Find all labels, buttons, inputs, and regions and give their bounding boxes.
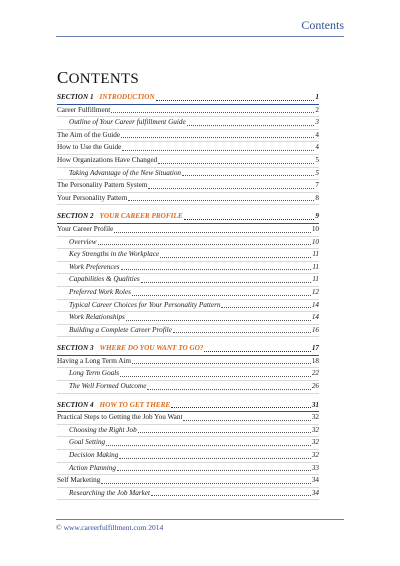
- toc-entry-label: How Organizations Have Changed: [57, 155, 158, 164]
- page-title-rest: ONTENTS: [68, 71, 140, 87]
- toc-entry-page: 8: [315, 193, 319, 202]
- toc-leader-dots: [204, 343, 310, 352]
- toc-leader-dots: [121, 261, 312, 270]
- toc-entry-label: Self Marketing: [57, 476, 101, 485]
- toc-entry-page: 5: [315, 168, 319, 177]
- toc-entry[interactable]: [57, 475, 319, 488]
- toc-entry-page: 4: [315, 143, 319, 152]
- toc-entry-label: The Well Formed Outcome: [69, 382, 147, 391]
- toc-entry-page: 22: [311, 369, 319, 378]
- toc-entry-page: 14: [311, 300, 319, 309]
- toc-entry-label: Outline of Your Career fulfillment Guide: [69, 118, 186, 127]
- toc-section-name: INTRODUCTION: [99, 93, 155, 101]
- toc-entry[interactable]: [57, 180, 319, 193]
- toc-entry-label: Choosing the Right Job: [69, 425, 137, 434]
- toc-section-page: 17: [311, 344, 319, 353]
- toc-entry-label: The Aim of the Guide: [57, 130, 121, 139]
- toc-leader-dots: [106, 437, 311, 446]
- toc-entry-page: 11: [312, 262, 319, 271]
- toc-leader-dots: [121, 129, 314, 138]
- toc-entry-label: Long Term Goals: [69, 369, 120, 378]
- toc-entry-page: 32: [311, 425, 319, 434]
- running-header: [56, 18, 344, 37]
- toc-entry-label: Typical Career Choices for Your Personality Pattern: [69, 300, 221, 309]
- toc-leader-dots: [132, 355, 311, 364]
- toc-entry-label: Career Fulfillment: [57, 105, 111, 114]
- toc-section-label: [57, 92, 155, 104]
- toc-subentry[interactable]: [57, 488, 319, 501]
- toc-leader-dots: [138, 424, 311, 433]
- toc-leader-dots: [98, 236, 311, 245]
- toc-leader-dots: [120, 368, 311, 377]
- toc-entry-label: Key Strengths in the Workplace: [69, 250, 160, 259]
- toc-entry-label: Work Preferences: [69, 262, 120, 271]
- toc-entry-page: 2: [315, 105, 319, 114]
- toc-section-label: [57, 400, 170, 412]
- toc-entry-label: Action Planning: [69, 463, 116, 472]
- toc-leader-dots: [119, 450, 311, 459]
- toc-section-number: SECTION 3: [57, 344, 94, 353]
- toc-entry-page: 33: [311, 463, 319, 472]
- toc-entry[interactable]: [57, 142, 319, 155]
- toc-subentry[interactable]: [57, 287, 319, 300]
- toc-entry-page: 3: [315, 118, 319, 127]
- toc-entry[interactable]: [57, 155, 319, 168]
- toc-entry-page: 18: [311, 356, 319, 365]
- toc-entry-label: Researching the Job Market: [69, 488, 150, 497]
- toc-leader-dots: [156, 92, 315, 101]
- toc-entry-page: 12: [311, 287, 319, 296]
- toc-leader-dots: [158, 155, 314, 164]
- toc-section-name: YOUR CAREER PROFILE: [99, 212, 183, 221]
- toc-entry-page: 32: [311, 451, 319, 460]
- toc-leader-dots: [183, 412, 310, 421]
- toc-entry-label: Decision Making: [69, 451, 119, 460]
- footer-copyright: © www.careerfulfillment.com 2014: [56, 523, 164, 532]
- toc-subentry[interactable]: [57, 237, 319, 250]
- toc-entry-page: 14: [311, 313, 319, 322]
- toc-leader-dots: [171, 399, 311, 408]
- toc-entry[interactable]: [57, 193, 319, 206]
- toc-section-number: SECTION 2: [57, 212, 94, 221]
- toc-subentry[interactable]: [57, 168, 319, 181]
- toc-subentry[interactable]: [57, 312, 319, 325]
- toc-entry-page: 7: [315, 181, 319, 190]
- toc-leader-dots: [173, 324, 311, 333]
- toc-section-number: SECTION 1: [57, 93, 94, 101]
- toc-entry-label: Practical Steps to Getting the Job You Want: [57, 413, 183, 422]
- toc-entry-page: 26: [311, 382, 319, 391]
- toc-entry-label: Preferred Work Roles: [69, 287, 131, 296]
- toc-subentry[interactable]: [57, 300, 319, 313]
- toc-section-name: HOW TO GET THERE: [99, 400, 171, 409]
- toc-entry-page: 32: [311, 438, 319, 447]
- toc-section-name: WHERE DO YOU WANT TO GO?: [99, 344, 204, 353]
- page-footer: [56, 519, 344, 532]
- toc-subentry[interactable]: [57, 274, 319, 287]
- toc-entry[interactable]: [57, 130, 319, 143]
- toc-entry-label: Your Personality Pattern: [57, 193, 128, 202]
- toc-leader-dots: [117, 462, 311, 471]
- toc-section-page: 1: [315, 93, 319, 101]
- toc-leader-dots: [221, 299, 310, 308]
- toc-section-page: 9: [315, 212, 319, 221]
- toc-entry-page: 5: [315, 155, 319, 164]
- toc-entry-label: How to Use the Guide: [57, 143, 122, 152]
- toc-leader-dots: [101, 475, 310, 484]
- toc-subentry[interactable]: [57, 381, 319, 394]
- toc-subentry[interactable]: [57, 437, 319, 450]
- toc-leader-dots: [148, 180, 314, 189]
- toc-section-heading[interactable]: [57, 92, 319, 105]
- toc-leader-dots: [114, 224, 310, 233]
- toc-entry-label: Capabilities & Qualities: [69, 275, 140, 284]
- toc-leader-dots: [128, 192, 314, 201]
- toc-entry-label: Overview: [69, 237, 97, 246]
- toc-entry-label: Having a Long Term Aim: [57, 356, 132, 365]
- toc-leader-dots: [141, 274, 312, 283]
- table-of-contents: [57, 92, 319, 500]
- toc-leader-dots: [126, 312, 311, 321]
- toc-entry-page: 10: [311, 237, 319, 246]
- toc-subentry[interactable]: [57, 425, 319, 438]
- toc-subentry[interactable]: [57, 262, 319, 275]
- toc-entry[interactable]: [57, 105, 319, 118]
- toc-leader-dots: [147, 381, 310, 390]
- toc-subentry[interactable]: [57, 368, 319, 381]
- header-title: Contents: [301, 18, 344, 32]
- toc-entry-page: 34: [311, 476, 319, 485]
- toc-entry-label: Work Relationships: [69, 313, 125, 322]
- toc-subentry[interactable]: [57, 249, 319, 262]
- toc-entry[interactable]: [57, 224, 319, 237]
- toc-entry-label: Your Career Profile: [57, 224, 114, 233]
- toc-leader-dots: [182, 167, 314, 176]
- page-title: [57, 68, 139, 88]
- toc-section-label: [57, 211, 183, 223]
- toc-section-label: [57, 343, 203, 355]
- toc-section-heading[interactable]: [57, 211, 319, 224]
- toc-entry-label: Goal Setting: [69, 438, 106, 447]
- toc-section-heading[interactable]: [57, 343, 319, 356]
- toc-section-heading[interactable]: [57, 400, 319, 413]
- toc-leader-dots: [111, 104, 314, 113]
- toc-entry-page: 34: [311, 488, 319, 497]
- toc-subentry[interactable]: [57, 325, 319, 338]
- toc-entry-page: 32: [311, 413, 319, 422]
- toc-entry[interactable]: [57, 356, 319, 369]
- page-title-initial: C: [57, 68, 69, 87]
- toc-section-number: SECTION 4: [57, 400, 94, 409]
- toc-leader-dots: [151, 487, 311, 496]
- toc-leader-dots: [184, 211, 315, 220]
- toc-section-page: 31: [311, 400, 319, 409]
- toc-leader-dots: [187, 117, 315, 126]
- toc-subentry[interactable]: [57, 450, 319, 463]
- toc-entry-page: 16: [311, 325, 319, 334]
- toc-entry[interactable]: [57, 412, 319, 425]
- toc-entry-label: Building a Complete Career Profile: [69, 325, 172, 334]
- toc-leader-dots: [122, 142, 314, 151]
- toc-entry-page: 4: [315, 130, 319, 139]
- toc-entry-label: The Personality Pattern System: [57, 181, 148, 190]
- toc-entry-page: 11: [312, 275, 319, 284]
- toc-entry-page: 11: [312, 250, 319, 259]
- toc-subentry[interactable]: [57, 117, 319, 130]
- toc-subentry[interactable]: [57, 463, 319, 476]
- toc-leader-dots: [132, 287, 311, 296]
- toc-entry-label: Taking Advantage of the New Situation: [69, 168, 182, 177]
- toc-entry-page: 10: [311, 224, 319, 233]
- toc-leader-dots: [160, 249, 311, 258]
